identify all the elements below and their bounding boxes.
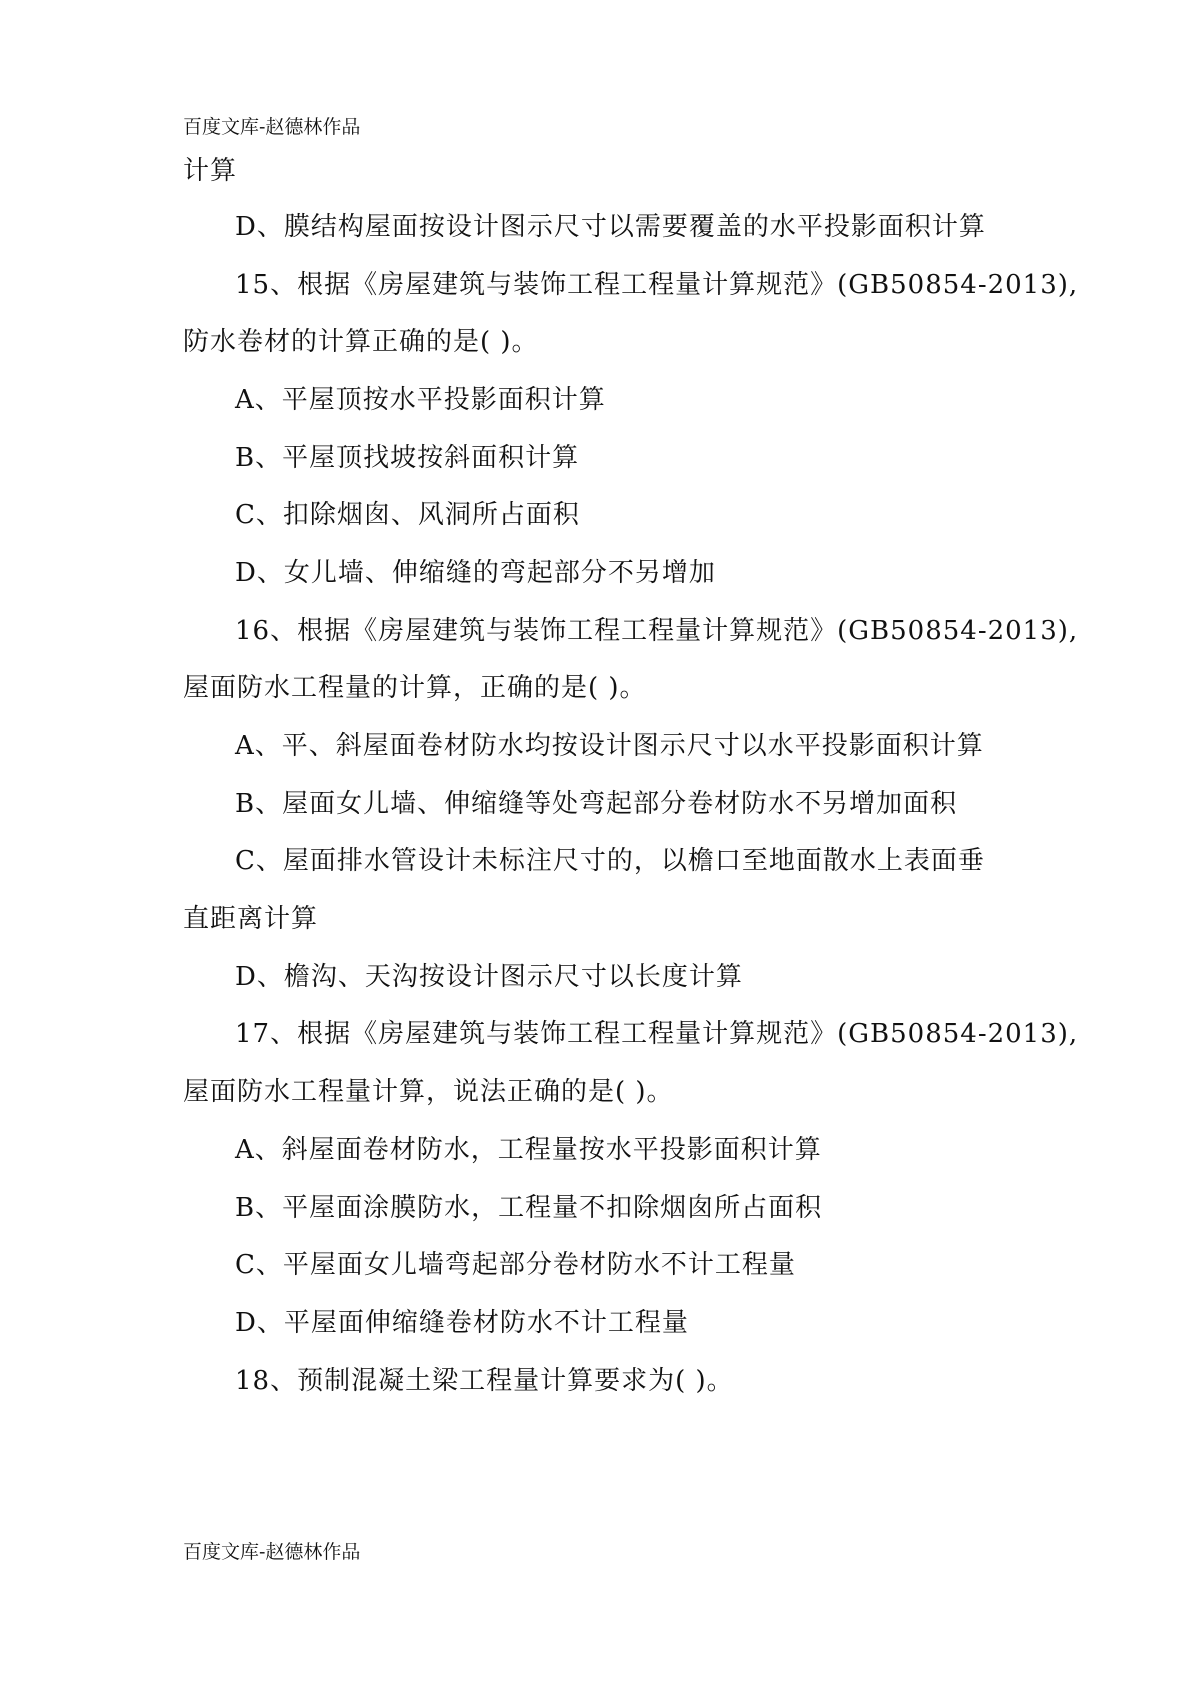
q17-option-d: D、平屋面伸缩缝卷材防水不计工程量 [235,1308,689,1338]
page-header: 百度文库-赵德林作品 [183,116,361,138]
q17-option-c: C、平屋面女儿墙弯起部分卷材防水不计工程量 [235,1250,796,1280]
q16-option-c-line2: 直距离计算 [183,904,319,934]
q17-option-b: B、平屋面涂膜防水，工程量不扣除烟囱所占面积 [235,1193,823,1223]
q16-option-b: B、屋面女儿墙、伸缩缝等处弯起部分卷材防水不另增加面积 [235,789,958,819]
q15-option-b: B、平屋顶找坡按斜面积计算 [235,443,580,473]
q16-stem-line1: 16、根据《房屋建筑与装饰工程工程量计算规范》(GB50854-2013), [235,616,1079,646]
q16-option-a: A、平、斜屋面卷材防水均按设计图示尺寸以水平投影面积计算 [235,731,984,761]
q15-stem-line2: 防水卷材的计算正确的是( )。 [183,327,539,357]
continued-text: 计算 [183,156,238,186]
q16-option-c-line1: C、屋面排水管设计未标注尺寸的，以檐口至地面散水上表面垂 [235,846,985,876]
q17-stem-line1: 17、根据《房屋建筑与装饰工程工程量计算规范》(GB50854-2013), [235,1019,1079,1049]
q15-option-c: C、扣除烟囱、风洞所占面积 [235,500,580,530]
q15-stem-line1: 15、根据《房屋建筑与装饰工程工程量计算规范》(GB50854-2013), [235,270,1079,300]
q15-option-a: A、平屋顶按水平投影面积计算 [235,385,606,415]
q17-option-a: A、斜屋面卷材防水，工程量按水平投影面积计算 [235,1135,822,1165]
q14-option-d: D、膜结构屋面按设计图示尺寸以需要覆盖的水平投影面积计算 [235,212,986,242]
q16-stem-line2: 屋面防水工程量的计算，正确的是( )。 [183,673,647,703]
q17-stem-line2: 屋面防水工程量计算，说法正确的是( )。 [183,1077,674,1107]
page-footer: 百度文库-赵德林作品 [183,1541,361,1563]
q16-option-d: D、檐沟、天沟按设计图示尺寸以长度计算 [235,962,743,992]
q15-option-d: D、女儿墙、伸缩缝的弯起部分不另增加 [235,558,716,588]
q18-stem: 18、预制混凝土梁工程量计算要求为( )。 [235,1366,734,1396]
